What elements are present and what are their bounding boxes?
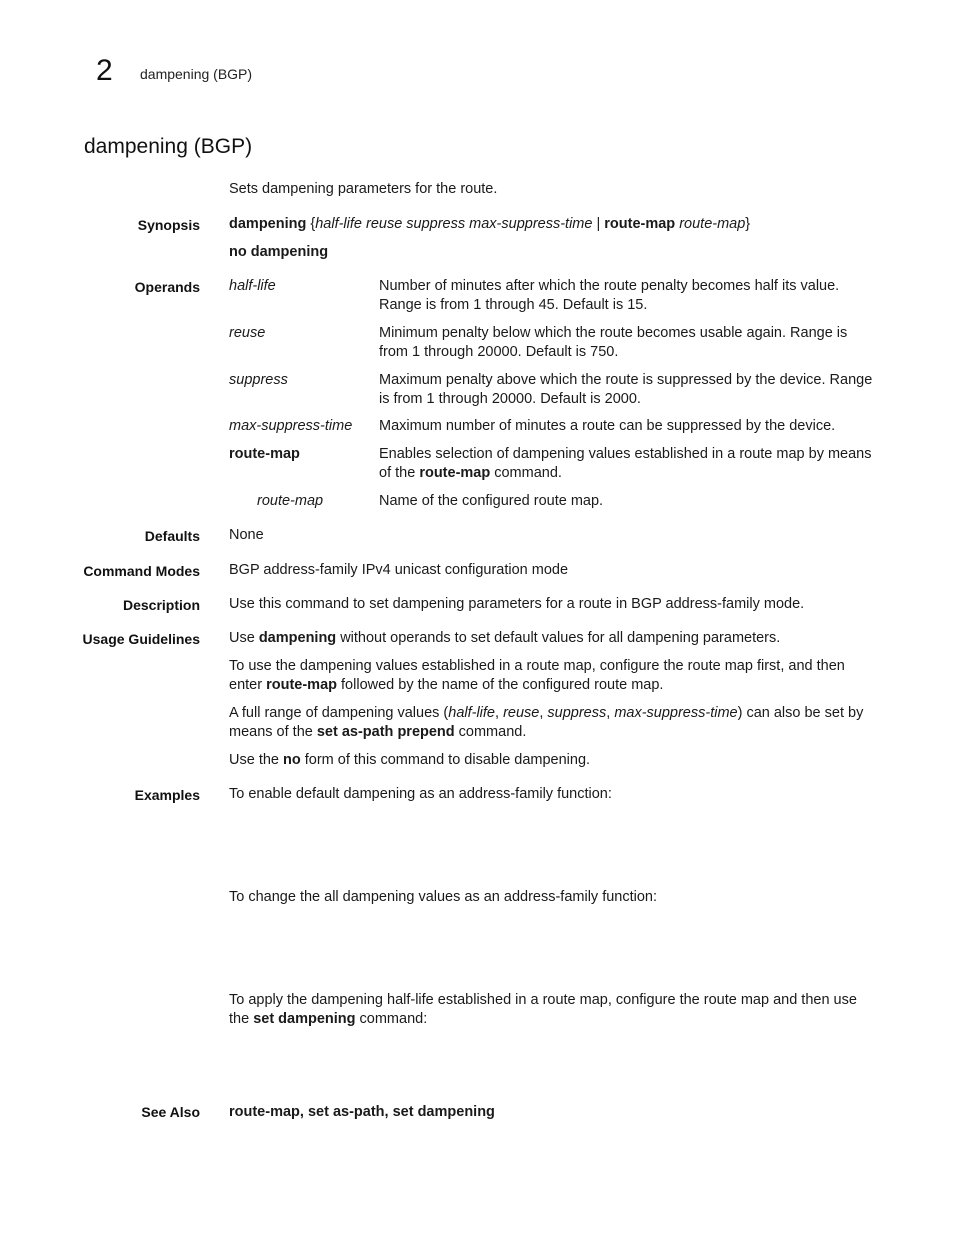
usage-text: command.: [454, 724, 527, 740]
operand-description: Maximum penalty above which the route is suppressed by the device. Range is from 1 through 20000. Default is 2000.: [379, 372, 873, 407]
usage-arg: max-suppress-time: [614, 705, 738, 721]
usage-keyword: set as-path prepend: [316, 724, 455, 740]
command-modes-text: BGP address-family IPv4 unicast configuration mode: [229, 562, 569, 578]
operand-route-map-arg: route-map: [257, 493, 324, 509]
synopsis-line: [229, 215, 879, 234]
usage-keyword: route-map: [266, 677, 337, 693]
example-intro: To enable default dampening as an address-family function:: [229, 786, 612, 802]
see-also-link-set-dampening[interactable]: set dampening: [392, 1104, 495, 1120]
operand-desc-text: Enables selection of dampening values established in a route map by means of the: [379, 446, 872, 481]
operand-description: [379, 445, 874, 483]
operand-name: [229, 324, 374, 343]
operand-max-suppress-time: max-suppress-time: [229, 418, 353, 434]
label-usage-guidelines: Usage Guidelines: [82, 631, 200, 647]
label-examples: Examples: [134, 787, 200, 803]
label-synopsis: Synopsis: [137, 217, 200, 233]
see-also-links: [229, 1103, 879, 1122]
see-also-link-route-map[interactable]: route-map: [229, 1104, 300, 1120]
usage-arg: suppress: [547, 705, 607, 721]
synopsis-brace-open: {: [306, 216, 316, 232]
example-text: command:: [355, 1011, 428, 1027]
operand-name: [257, 492, 323, 511]
example-text: To apply the dampening half-life established in a route map, configure the route map and then use the: [229, 992, 857, 1027]
operand-desc-keyword: route-map: [419, 465, 491, 481]
usage-text: Use: [229, 630, 259, 646]
usage-text: A full range of dampening values (: [229, 705, 449, 721]
label-operands: Operands: [134, 279, 200, 295]
usage-arg: reuse: [503, 705, 540, 721]
usage-arg: half-life: [448, 705, 495, 721]
page-title: dampening (BGP): [84, 135, 253, 158]
operand-description: Number of minutes after which the route penalty becomes half its value. Range is from 1 through 45. Default is 15.: [379, 278, 840, 313]
usage-paragraph: [229, 657, 879, 695]
synopsis-pipe: |: [592, 216, 605, 232]
usage-text: ,: [539, 705, 548, 721]
synopsis-no-form: [229, 243, 879, 262]
label-defaults: Defaults: [144, 528, 200, 544]
label-see-also: See Also: [141, 1104, 200, 1120]
example-intro: [229, 991, 879, 1029]
usage-keyword: dampening: [258, 630, 337, 646]
label-command-modes: Command Modes: [83, 563, 200, 579]
operand-name: [229, 445, 374, 464]
synopsis-brace-close: }: [745, 216, 751, 232]
see-also-link-set-as-path[interactable]: set as-path: [307, 1104, 385, 1120]
see-also-separator: ,: [384, 1104, 393, 1120]
operand-description: Maximum number of minutes a route can be suppressed by the device.: [379, 418, 836, 434]
operand-suppress: suppress: [229, 372, 288, 388]
synopsis-command: dampening: [229, 216, 307, 232]
operand-route-map-keyword: route-map: [229, 446, 300, 462]
description-text: Use this command to set dampening parameters for a route in BGP address-family mode.: [229, 596, 805, 612]
operand-name: [229, 371, 374, 390]
label-description: Description: [122, 597, 200, 613]
example-intro: To change the all dampening values as an address-family function:: [229, 889, 658, 905]
usage-keyword: no: [283, 752, 301, 768]
operand-half-life: half-life: [229, 278, 276, 294]
operand-reuse: reuse: [229, 325, 266, 341]
usage-paragraph: [229, 751, 879, 770]
operand-description: Name of the configured route map.: [379, 493, 604, 509]
usage-text: followed by the name of the configured route map.: [337, 677, 664, 693]
operand-name: [229, 417, 374, 436]
running-header: dampening (BGP): [140, 66, 253, 82]
operand-name: [229, 277, 374, 296]
usage-paragraph: [229, 629, 879, 648]
intro-text: Sets dampening parameters for the route.: [229, 181, 498, 197]
usage-paragraph: [229, 704, 879, 742]
synopsis-args: half-life reuse suppress max-suppress-time: [315, 216, 593, 232]
example-keyword: set dampening: [253, 1011, 356, 1027]
operand-desc-text: command.: [490, 465, 562, 481]
usage-text: ,: [606, 705, 615, 721]
see-also-separator: ,: [299, 1104, 308, 1120]
defaults-text: None: [229, 527, 264, 543]
usage-text: ) can also be set by means of the: [229, 705, 864, 740]
operand-description: Minimum penalty below which the route becomes usable again. Range is from 1 through 20000. Default is 750.: [379, 325, 848, 360]
chapter-number: 2: [96, 54, 113, 87]
synopsis-no-command: no dampening: [229, 244, 329, 260]
synopsis-route-map-keyword: route-map: [604, 216, 676, 232]
usage-text: form of this command to disable dampening.: [300, 752, 591, 768]
usage-text: To use the dampening values established in a route map, configure the route map first, and then enter: [229, 658, 845, 693]
usage-text: Use the: [229, 752, 283, 768]
usage-text: ,: [495, 705, 504, 721]
synopsis-route-map-arg: route-map: [679, 216, 746, 232]
usage-text: without operands to set default values for all dampening parameters.: [336, 630, 781, 646]
